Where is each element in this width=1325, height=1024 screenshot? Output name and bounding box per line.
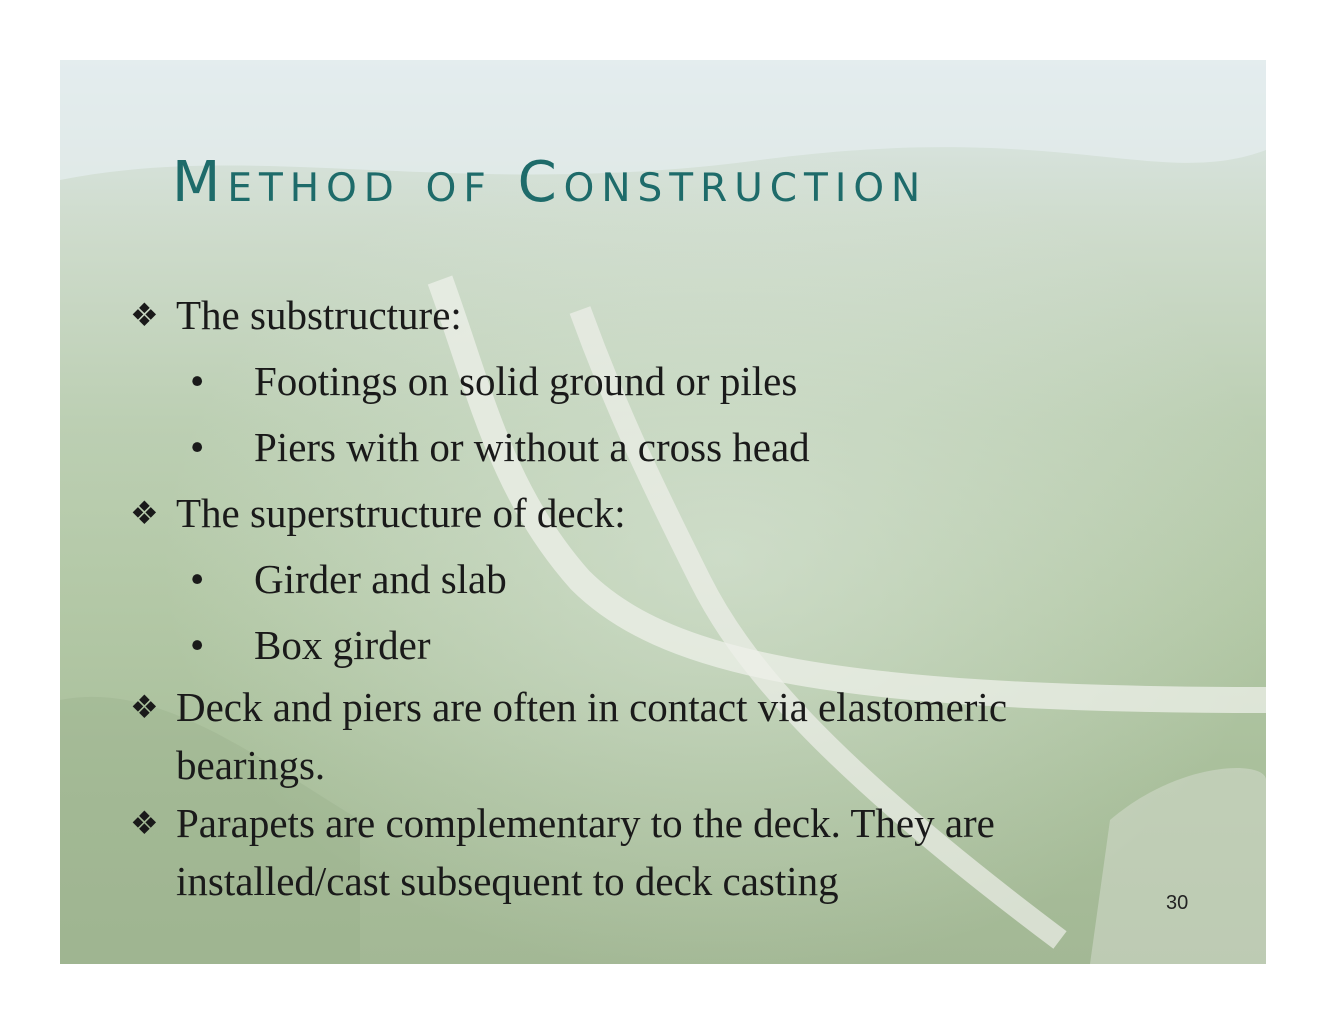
bullet-text-line-1: Deck and piers are often in contact via elastomeric xyxy=(176,684,1008,730)
bullet-text-line-2: installed/cast subsequent to deck casting xyxy=(176,858,839,904)
slide-body xyxy=(130,282,1190,910)
diamond-bullet-icon: ❖ xyxy=(130,805,159,841)
bullet-text: The superstructure of deck: xyxy=(176,490,626,536)
bullet-text: The substructure: xyxy=(176,292,462,338)
dot-bullet-icon: • xyxy=(190,358,205,404)
bullet-substructure xyxy=(130,282,1190,348)
subitem-box-girder xyxy=(130,612,1190,678)
page-number: 30 xyxy=(1166,892,1189,914)
bullet-parapets xyxy=(130,794,1190,910)
dot-bullet-icon: • xyxy=(190,622,205,668)
subitem-girder-slab xyxy=(130,546,1190,612)
bullet-superstructure xyxy=(130,480,1190,546)
bullet-text-line-1: Parapets are complementary to the deck. They are xyxy=(176,800,995,846)
slide xyxy=(60,60,1266,964)
bullet-deck-piers xyxy=(130,678,1190,794)
diamond-bullet-icon: ❖ xyxy=(130,297,159,333)
subitem-text: Girder and slab xyxy=(254,556,507,602)
subitem-footings xyxy=(130,348,1190,414)
subitem-text: Footings on solid ground or piles xyxy=(254,358,798,404)
subitem-piers xyxy=(130,414,1190,480)
subitem-text: Box girder xyxy=(254,622,431,668)
diamond-bullet-icon: ❖ xyxy=(130,689,159,725)
bullet-text-line-2: bearings. xyxy=(176,742,326,788)
diamond-bullet-icon: ❖ xyxy=(130,495,159,531)
dot-bullet-icon: • xyxy=(190,556,205,602)
slide-title: Method of Construction xyxy=(172,150,928,215)
subitem-text: Piers with or without a cross head xyxy=(254,424,810,470)
dot-bullet-icon: • xyxy=(190,424,205,470)
